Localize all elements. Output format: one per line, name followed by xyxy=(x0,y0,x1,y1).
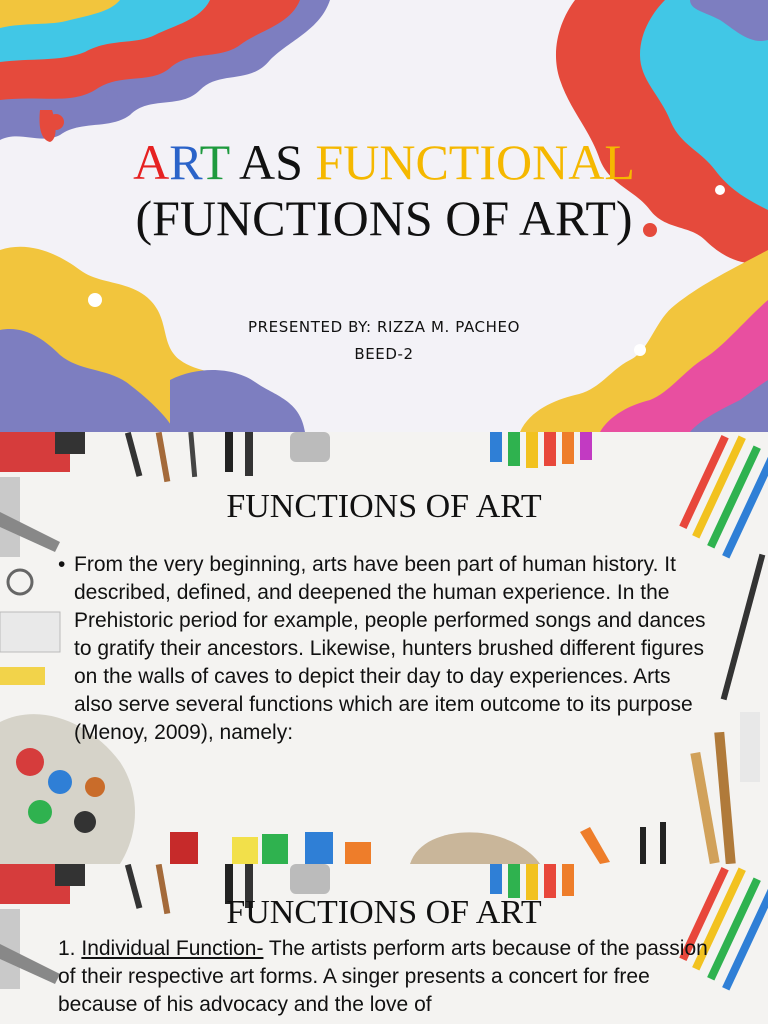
bullet-marker: • xyxy=(58,553,66,576)
slide-heading: FUNCTIONS OF ART xyxy=(226,488,542,525)
presenter-name: PRESENTED BY: RIZZA M. PACHEO xyxy=(247,318,520,336)
slide-title-line2: (FUNCTIONS OF ART) xyxy=(135,190,633,246)
course-label: BEED-2 xyxy=(354,345,414,363)
slide-title-line1 xyxy=(0,134,768,190)
item-text: The artists perform arts because of the passion of their respective art forms. A singer presents a concert for free because of his advocacy and the love of xyxy=(58,937,708,1016)
title-letter-a: A xyxy=(133,134,170,190)
slide-heading: FUNCTIONS OF ART xyxy=(226,894,542,931)
title-word-as: AS xyxy=(229,134,316,190)
title-word-functional: FUNCTIONAL xyxy=(315,134,635,190)
individual-function-slide xyxy=(0,864,768,1024)
item-title: Individual Function- xyxy=(81,937,264,960)
item-number: 1. xyxy=(58,937,82,960)
body-paragraph xyxy=(58,935,718,1019)
title-slide xyxy=(0,0,768,432)
functions-overview-slide xyxy=(0,432,768,864)
title-letter-r: R xyxy=(169,134,200,190)
title-letter-t: T xyxy=(199,134,230,190)
body-paragraph: From the very beginning, arts have been part of human history. It described, defined, and deepened the human experience. In the Prehistoric period for example, people performed songs and dances to gratify their ancestors. Likewise, hunters brushed different figures on the walls of caves to depict their day to day experiences. Arts also serve several functions which are item outcome to its purpose (Menoy, 2009), namely: xyxy=(74,553,706,744)
